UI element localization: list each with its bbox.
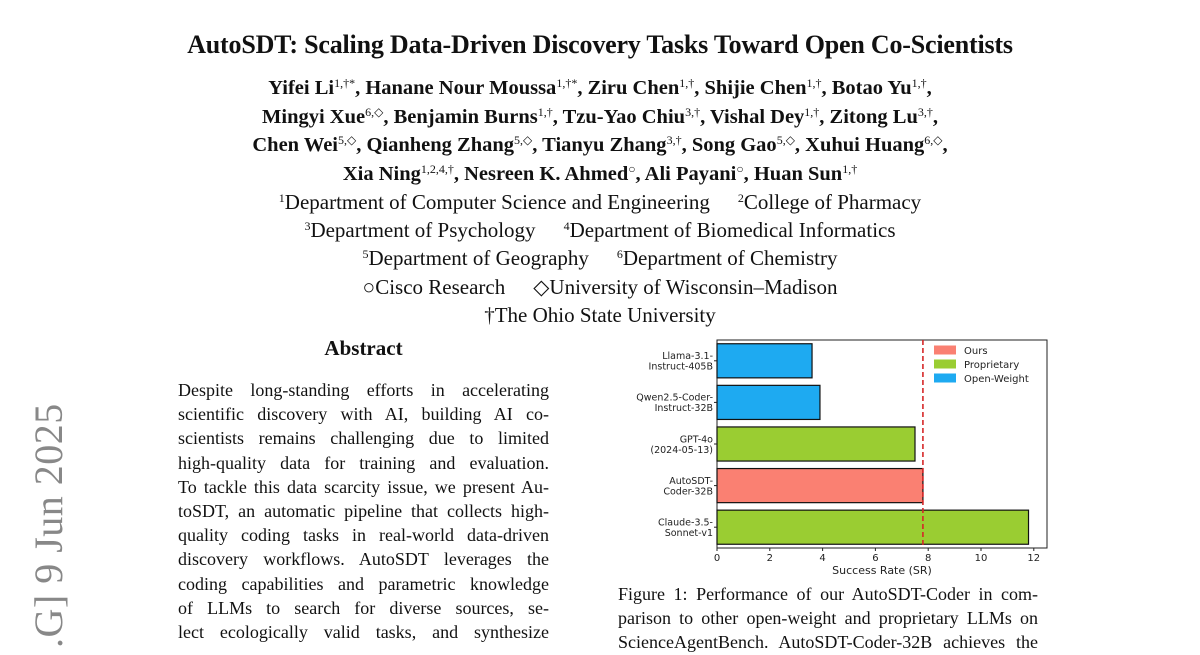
affiliation-line (0, 273, 1200, 301)
author-name: Ali Payani (644, 162, 737, 185)
y-tick-label: Llama-3.1- (662, 351, 713, 363)
author-affiliation-mark: 5,◇ (776, 133, 795, 147)
author-separator: , (794, 134, 806, 156)
author-separator: , (355, 77, 366, 99)
abstract-heading: Abstract (324, 336, 403, 360)
author-separator: , (819, 105, 830, 128)
author-separator: , (383, 105, 394, 128)
caption-line: Figure 1: Performance of our AutoSDT-Coder in com- (618, 584, 1038, 604)
figure-1-bar-chart (600, 330, 1060, 580)
author-name: Nesreen K. Ahmed (464, 162, 629, 185)
abstract-line: lect ecologically valid tasks, and synthesize (178, 622, 549, 643)
author-affiliation-mark: ○ (628, 161, 636, 176)
paper-title: AutoSDT: Scaling Data-Driven Discovery Tasks Toward Open Co-Scientists (187, 30, 1013, 59)
affiliation-number: 3 (304, 219, 311, 234)
author-name: Yifei Li (268, 77, 335, 99)
affiliation (484, 301, 716, 329)
affiliation-text: Department of Biomedical Informatics (569, 218, 896, 243)
author-separator: , (552, 105, 563, 128)
affiliation-number: 6 (616, 247, 623, 262)
author-affiliation-mark: 3,† (917, 104, 933, 119)
author-separator: , (532, 134, 543, 156)
affiliation (617, 244, 838, 272)
author-name: Hanane Nour Moussa (365, 77, 557, 99)
affiliation-text: College of Pharmacy (743, 190, 922, 214)
bar (717, 510, 1029, 544)
author-name: Xia Ning (342, 162, 421, 185)
abstract-line: discovery workflows. AutoSDT leverages the (178, 549, 549, 570)
affiliation (738, 188, 921, 216)
author-affiliation-mark: 3,† (666, 133, 682, 147)
author-separator: , (356, 134, 367, 156)
author-affiliation-mark: 1,† (804, 104, 820, 119)
affiliation-text: Department of Computer Science and Engineering (284, 190, 710, 214)
abstract-body (178, 378, 549, 644)
affiliation-text: ○Cisco Research (362, 274, 506, 299)
author-affiliation-mark: 1,† (679, 76, 695, 90)
legend-swatch (934, 360, 956, 369)
author-affiliation-mark: 1,†* (334, 76, 356, 90)
y-tick-label: GPT-4o (679, 434, 713, 446)
affiliation-line (0, 244, 1200, 272)
affiliation-line (0, 216, 1200, 244)
author-separator: , (743, 162, 754, 185)
author-name: Vishal Dey (709, 105, 805, 128)
y-tick-label: AutoSDT- (669, 475, 713, 487)
author-affiliation-mark: 5,◇ (338, 133, 357, 147)
y-tick-label: Claude-3.5- (658, 517, 713, 529)
author-name: Benjamin Burns (393, 105, 538, 128)
x-tick-label: 0 (713, 553, 721, 564)
affiliation-text: ◇University of Wisconsin–Madison (533, 274, 838, 299)
author-separator: , (926, 77, 932, 99)
caption-line: ScienceAgentBench. AutoSDT-Coder-32B achieves the (618, 632, 1038, 653)
author-separator: , (932, 105, 938, 128)
legend-label: Open-Weight (964, 374, 1029, 385)
abstract-line: Despite long-standing efforts in accelerating (178, 380, 549, 400)
affiliation-text: †The Ohio State University (484, 302, 716, 327)
y-tick-label: Sonnet-v1 (664, 527, 713, 539)
abstract-line: quality coding tasks in real-world data-driven (178, 525, 549, 546)
y-tick-label: Coder-32B (663, 486, 713, 498)
author-affiliation-mark: 5,◇ (514, 133, 533, 147)
x-tick-label: 2 (766, 553, 773, 564)
bar (717, 344, 812, 378)
author-affiliation-mark: 1,2,4,† (420, 161, 454, 176)
affiliation-text: Department of Geography (368, 246, 589, 271)
legend-swatch (934, 374, 956, 383)
legend-swatch (934, 346, 956, 355)
author-name: Zitong Lu (829, 105, 918, 128)
author-affiliation-mark: ○ (736, 161, 744, 176)
affiliation-number: 1 (278, 191, 285, 205)
affiliation-line (0, 188, 1200, 216)
author-separator: , (453, 162, 465, 185)
author-name: Song Gao (691, 134, 777, 156)
author-affiliation-mark: 6,◇ (365, 104, 384, 119)
author-name: Qianheng Zhang (366, 134, 515, 156)
author-affiliation-mark: 3,† (685, 104, 701, 119)
author-name: Mingyi Xue (262, 105, 366, 128)
author-separator: , (694, 77, 705, 99)
figure-1-caption (618, 582, 1038, 655)
x-tick-label: 8 (925, 553, 932, 564)
y-tick-label: Qwen2.5-Coder- (636, 392, 713, 404)
abstract-line: scientists remains challenging due to limited (178, 428, 549, 449)
author-affiliation-mark: 1,† (842, 161, 858, 176)
affiliation-number: 4 (563, 219, 570, 234)
author-name: Tianyu Zhang (542, 134, 667, 156)
author-name: Botao Yu (831, 77, 912, 99)
affiliation-text: Department of Psychology (310, 218, 536, 243)
author-separator: , (821, 77, 832, 99)
x-tick-label: 12 (1027, 553, 1041, 564)
author-affiliation-mark: 6,◇ (924, 133, 943, 147)
abstract-line: toSDT, an automatic pipeline that collects high- (178, 501, 549, 522)
x-tick-label: 4 (819, 553, 826, 564)
author-affiliation-mark: 1,† (537, 104, 553, 119)
legend-label: Ours (964, 346, 988, 357)
author-affiliation-mark: 1,† (806, 76, 822, 90)
bar (717, 427, 915, 461)
y-tick-label: (2024-05-13) (650, 444, 713, 456)
caption-line: parison to other open-weight and proprietary LLMs on (618, 608, 1038, 629)
author-line (0, 131, 1200, 160)
affiliation-line (0, 301, 1200, 329)
author-line (0, 160, 1200, 189)
affiliation (304, 216, 535, 244)
x-tick-label: 6 (872, 553, 879, 564)
author-list (0, 74, 1200, 188)
y-tick-label: Instruct-405B (648, 361, 713, 373)
affiliation-number: 5 (362, 247, 369, 262)
affiliation (564, 216, 896, 244)
affiliation (362, 244, 588, 272)
x-axis-label: Success Rate (SR) (832, 564, 932, 577)
abstract-line: To tackle this data scarcity issue, we present Au- (178, 476, 549, 497)
author-name: Ziru Chen (587, 77, 680, 99)
legend-label: Proprietary (964, 360, 1020, 371)
author-name: Huan Sun (753, 162, 843, 185)
abstract-line: coding capabilities and parametric knowledge (178, 573, 549, 594)
bar (717, 469, 923, 503)
author-affiliation-mark: 1,† (911, 76, 927, 90)
abstract-line: scientific discovery with AI, building AI co- (178, 404, 549, 425)
author-affiliation-mark: 1,†* (556, 76, 578, 90)
bar (717, 385, 820, 419)
affiliation (533, 273, 837, 301)
author-line (0, 74, 1200, 103)
author-separator: , (635, 162, 645, 185)
author-separator: , (700, 105, 710, 128)
author-separator: , (681, 134, 692, 156)
affiliation (279, 188, 710, 216)
y-tick-label: Instruct-32B (654, 403, 713, 415)
author-separator: , (577, 77, 588, 99)
affiliation-text: Department of Chemistry (622, 246, 838, 271)
affiliation-number: 2 (737, 191, 744, 205)
abstract-line: high-quality data for training and evaluation. (178, 452, 549, 473)
author-name: Tzu-Yao Chiu (562, 105, 686, 128)
author-line (0, 103, 1200, 132)
x-tick-label: 10 (974, 553, 988, 564)
arxiv-side-stamp: .G] 9 Jun 2025 (26, 403, 71, 648)
abstract-line: of LLMs to search for diverse sources, se- (178, 597, 549, 618)
author-separator: , (942, 134, 948, 156)
affiliation (363, 273, 506, 301)
author-name: Shijie Chen (704, 77, 807, 99)
affiliation-list (0, 188, 1200, 329)
author-name: Xuhui Huang (805, 134, 925, 156)
author-name: Chen Wei (252, 134, 338, 156)
